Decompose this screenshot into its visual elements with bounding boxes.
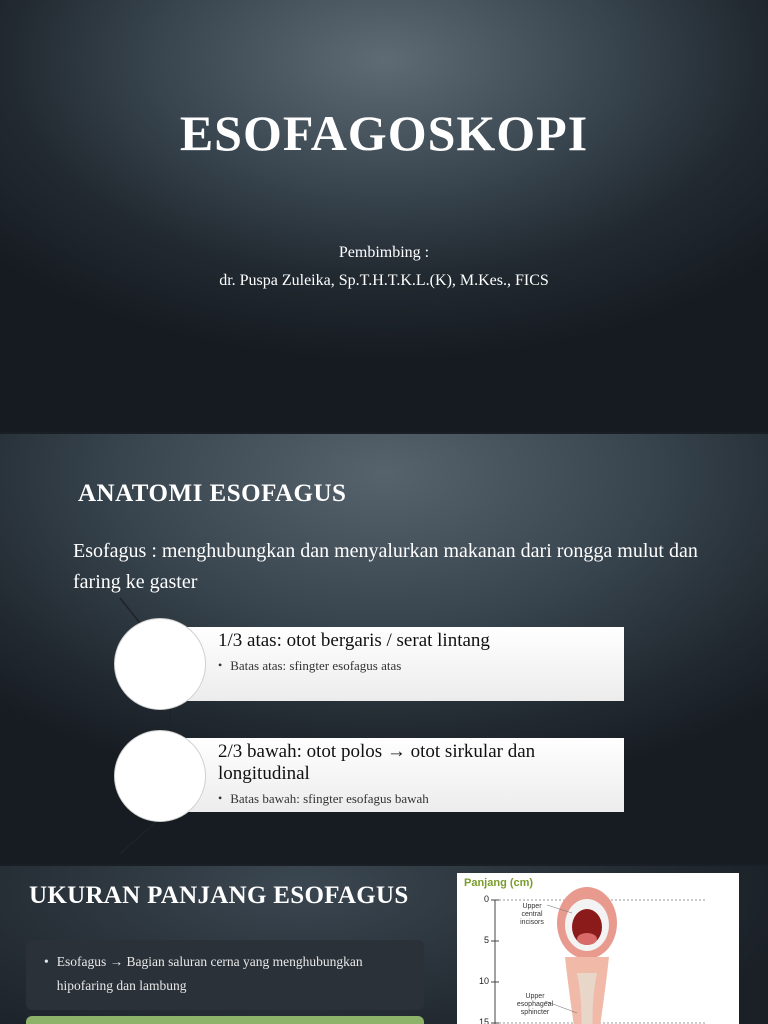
circle-marker <box>114 618 206 710</box>
anatomy-slide <box>0 434 768 864</box>
section-heading: UKURAN PANJANG ESOFAGUS <box>29 882 409 909</box>
advisor-label: Pembimbing : <box>338 244 430 261</box>
info-card-upper <box>180 627 624 701</box>
label-sphincter: Upper esophageal sphincter <box>516 993 554 1016</box>
card-bullet-text: Batas atas: sfingter esofagus atas <box>230 658 402 673</box>
anatomy-illustration <box>457 873 739 1024</box>
card-bullet <box>218 791 614 807</box>
advisor-name: dr. Puspa Zuleika, Sp.T.H.T.K.L.(K), M.Kes., FICS <box>219 272 549 289</box>
figure-title: Panjang (cm) <box>464 877 534 889</box>
section-heading: ANATOMI ESOFAGUS <box>78 480 347 507</box>
card-bullet <box>218 658 614 674</box>
bullet-dot-icon: • <box>44 954 49 969</box>
tick-label: 5 <box>483 935 489 945</box>
esophagus-length-figure <box>457 873 739 1024</box>
intro-text: Esofagus : menghubungkan dan menyalurkan makanan dari rongga mulut dan faring ke gaster <box>73 540 698 593</box>
card-main-text: 1/3 atas: otot bergaris / serat lintang <box>218 630 490 651</box>
bullet-text: Esofagus → Bagian saluran cerna yang menghubungkan hipofaring dan lambung <box>56 954 363 993</box>
bullet-dot-icon: • <box>218 658 223 672</box>
length-slide <box>0 866 768 1024</box>
slide-title: ESOFAGOSKOPI <box>179 105 589 161</box>
bullet-dot-icon: • <box>218 791 223 805</box>
tick-label: 15 <box>478 1017 489 1024</box>
bullet-box <box>26 940 424 1010</box>
card-bullet-text: Batas bawah: sfingter esofagus bawah <box>230 791 429 806</box>
tick-label: 0 <box>483 894 489 904</box>
card-main-text: 2/3 bawah: otot polos → otot sirkular dan longitudinal <box>218 741 536 784</box>
title-slide <box>0 0 768 432</box>
info-card-lower <box>180 738 624 812</box>
label-incisors: Upper central incisors <box>520 903 544 926</box>
green-box <box>26 1016 424 1024</box>
tick-label: 10 <box>478 976 489 986</box>
circle-marker <box>114 730 206 822</box>
